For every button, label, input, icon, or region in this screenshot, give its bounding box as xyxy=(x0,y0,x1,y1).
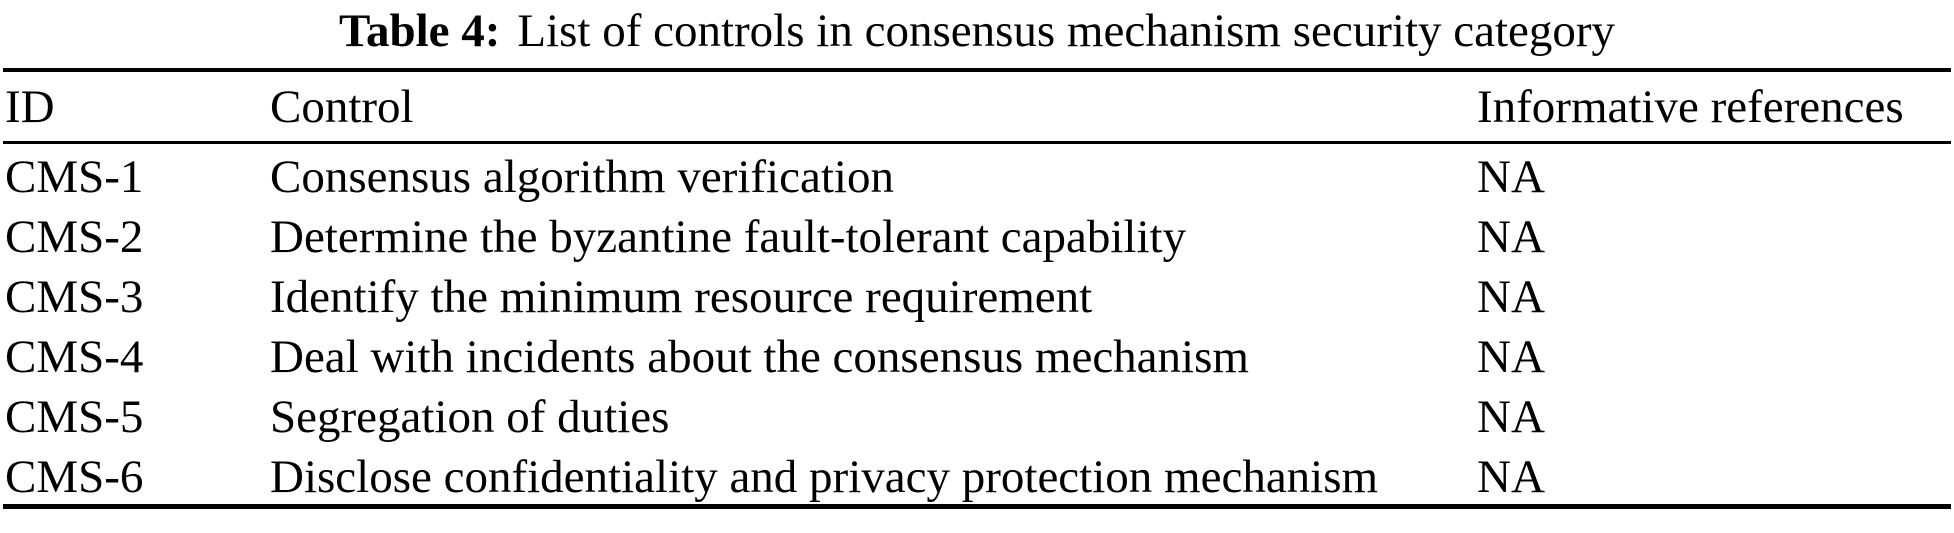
cell-references: NA xyxy=(1477,390,1545,443)
cell-references: NA xyxy=(1477,210,1545,263)
table-row xyxy=(3,264,1951,324)
cell-id: CMS-4 xyxy=(5,330,144,383)
cell-id: CMS-6 xyxy=(5,450,144,503)
cell-control: Segregation of duties xyxy=(270,390,670,443)
cell-control: Deal with incidents about the consensus mechanism xyxy=(270,330,1249,383)
cell-control: Consensus algorithm verification xyxy=(270,150,894,203)
table-row xyxy=(3,324,1951,384)
caption-text: List of controls in consensus mechanism security category xyxy=(517,5,1616,57)
cell-id: CMS-5 xyxy=(5,390,144,443)
cell-references: NA xyxy=(1477,450,1545,503)
cell-control: Determine the byzantine fault-tolerant capability xyxy=(270,210,1187,263)
cell-id: CMS-2 xyxy=(5,210,144,263)
table-row xyxy=(3,144,1951,204)
cell-references: NA xyxy=(1477,330,1545,383)
header-row xyxy=(3,72,1951,144)
cell-control: Identify the minimum resource requirement xyxy=(270,270,1093,323)
caption-label: Table 4: xyxy=(338,5,501,57)
cell-control: Disclose confidentiality and privacy protection mechanism xyxy=(270,450,1379,503)
col-header-id: ID xyxy=(5,80,55,133)
col-header-control: Control xyxy=(270,80,414,133)
table-row xyxy=(3,444,1951,504)
col-header-references: Informative references xyxy=(1477,80,1904,133)
cell-id: CMS-1 xyxy=(5,150,144,203)
cell-id: CMS-3 xyxy=(5,270,144,323)
cell-references: NA xyxy=(1477,150,1545,203)
cell-references: NA xyxy=(1477,270,1545,323)
controls-table xyxy=(3,68,1951,509)
table-row xyxy=(3,204,1951,264)
table-row xyxy=(3,384,1951,444)
table-caption xyxy=(0,0,1954,60)
